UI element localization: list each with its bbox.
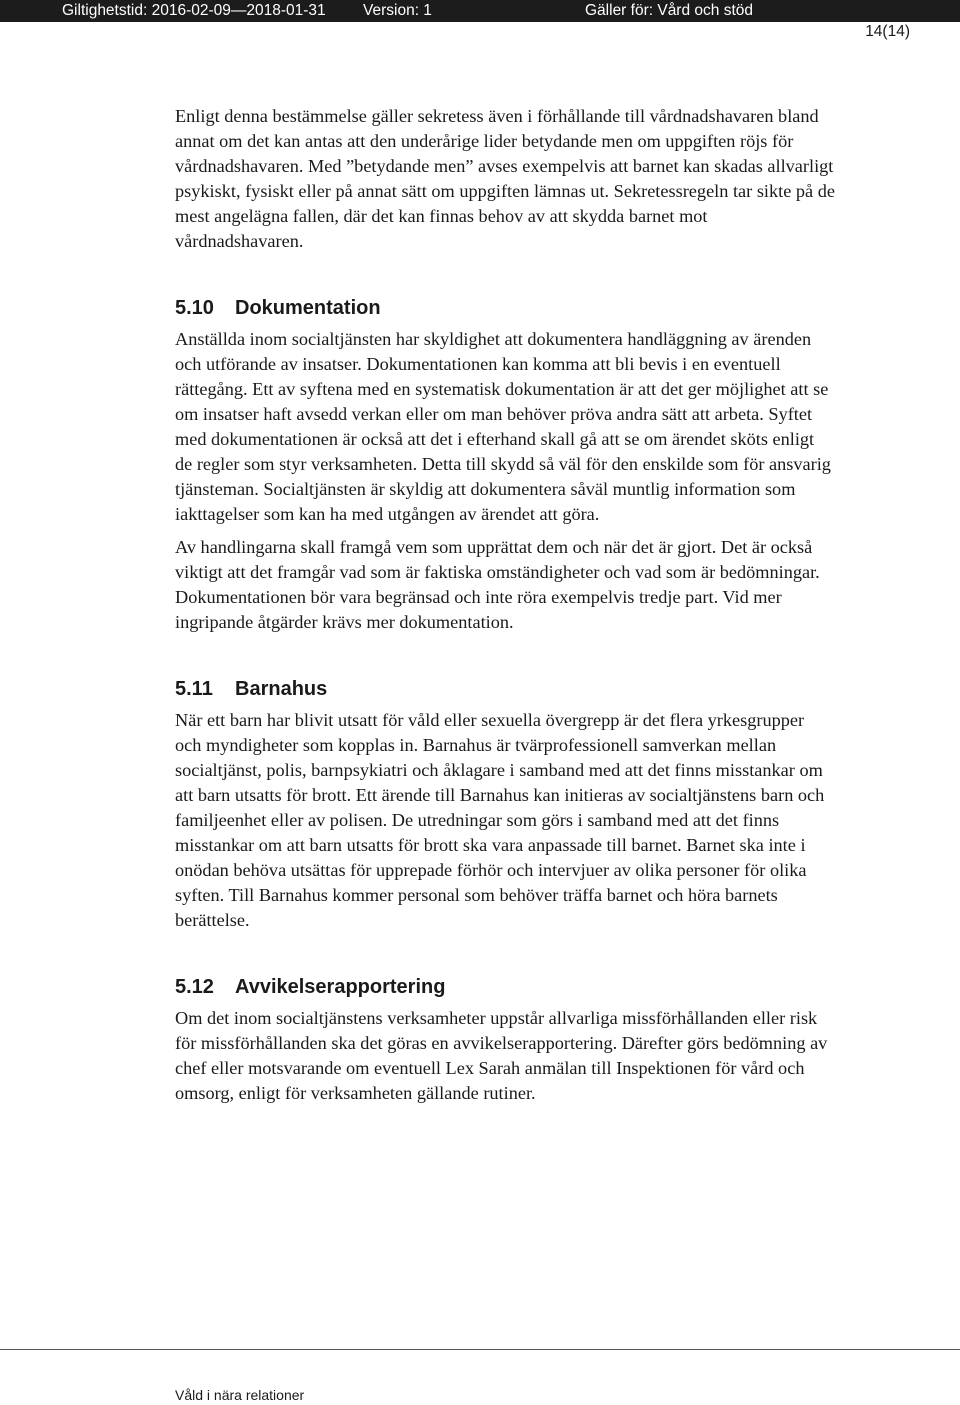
document-body <box>175 104 835 1106</box>
section-title: Dokumentation <box>235 297 381 319</box>
section-heading <box>175 975 835 1000</box>
section-paragraph: Av handlingarna skall framgå vem som upprättat dem och när det är gjort. Det är också viktigt att det framgår vad som är faktiska omständigheter och vad som är bedömningar. Dokumentationen bör vara begränsad och inte röra exempelvis tredje part. Vid mer ingripande åtgärder krävs mer dokumentation. <box>175 537 820 632</box>
section-paragraph: Om det inom socialtjänstens verksamheter uppstår allvarliga missförhållanden eller risk för missförhållanden ska det göras en avvikelserapportering. Därefter görs bedömning av chef eller motsvarande om eventuell Lex Sarah anmälan till Inspektionen för vård och omsorg, enligt för verksamheten gällande rutiner. <box>175 1008 828 1103</box>
applies-to: Gäller för: Vård och stöd <box>585 2 753 19</box>
section-avvikelserapportering <box>175 975 835 1106</box>
section-barnahus <box>175 677 835 933</box>
document-header-bar <box>0 0 960 22</box>
section-paragraph: Anställda inom socialtjänsten har skyldighet att dokumentera handläggning av ärenden och utförande av insatser. Dokumentationen kan komma att bli bevis i en eventuell rättegång. Ett av syftena med en systematisk dokumentation är att det ger möjlighet att se om insatser haft avsedd verkan eller om man behöver pröva andra sätt att arbeta. Syftet med dokumentationen är också att det i efterhand skall gå att se om ärendet sköts enligt de regler som styr verksamheten. Detta till skydd så väl för den enskilde som för ansvarig tjänsteman. Socialtjänsten är skyldig att dokumentera såväl muntlig information som iakttagelser som kan ha med utgången av ärendet att göra. <box>175 329 831 524</box>
section-heading <box>175 296 835 321</box>
footer-divider <box>0 1349 960 1350</box>
validity-period: Giltighetstid: 2016-02-09—2018-01-31 <box>62 2 326 19</box>
section-paragraph: När ett barn har blivit utsatt för våld eller sexuella övergrepp är det flera yrkesgrupper och myndigheter som kopplas in. Barnahus är tvärprofessionell samverkan mellan socialtjänst, polis, barnpsykiatri och åklagare i samband med att det finns misstankar om att barn utsatts för brott. Ett ärende till Barnahus kan initieras av socialtjänstens barn och familjeenhet eller av polisen. De utredningar som görs i samband med att det finns misstankar om att barn utsatts för brott ska vara anpassade till barnet. Barnet ska inte i onödan behöva utsättas för upprepade förhör och intervjuer av olika personer för olika syften. Till Barnahus kommer personal som behöver träffa barnet och höra barnets berättelse. <box>175 710 825 930</box>
section-number: 5.10 <box>175 297 214 319</box>
section-heading <box>175 677 835 702</box>
section-number: 5.11 <box>175 678 213 700</box>
document-version: Version: 1 <box>363 2 432 19</box>
section-title: Avvikelserapportering <box>235 976 446 998</box>
section-dokumentation <box>175 296 835 635</box>
section-number: 5.12 <box>175 976 214 998</box>
footer-document-title: Våld i nära relationer <box>175 1387 305 1403</box>
intro-paragraph: Enligt denna bestämmelse gäller sekretess även i förhållande till vårdnadshavaren bland annat om det kan antas att den underårige lider betydande men om uppgiften röjs för vårdnadshavaren. Med ”betydande men” avses exempelvis att barnet kan skadas allvarligt psykiskt, fysiskt eller på annat sätt om uppgiften lämnas ut. Sekretessregeln tar sikte på de mest angelägna fallen, där det kan finnas behov av att skydda barnet mot vårdnadshavaren. <box>175 106 835 251</box>
page-number: 14(14) <box>865 23 910 40</box>
section-title: Barnahus <box>235 678 328 700</box>
